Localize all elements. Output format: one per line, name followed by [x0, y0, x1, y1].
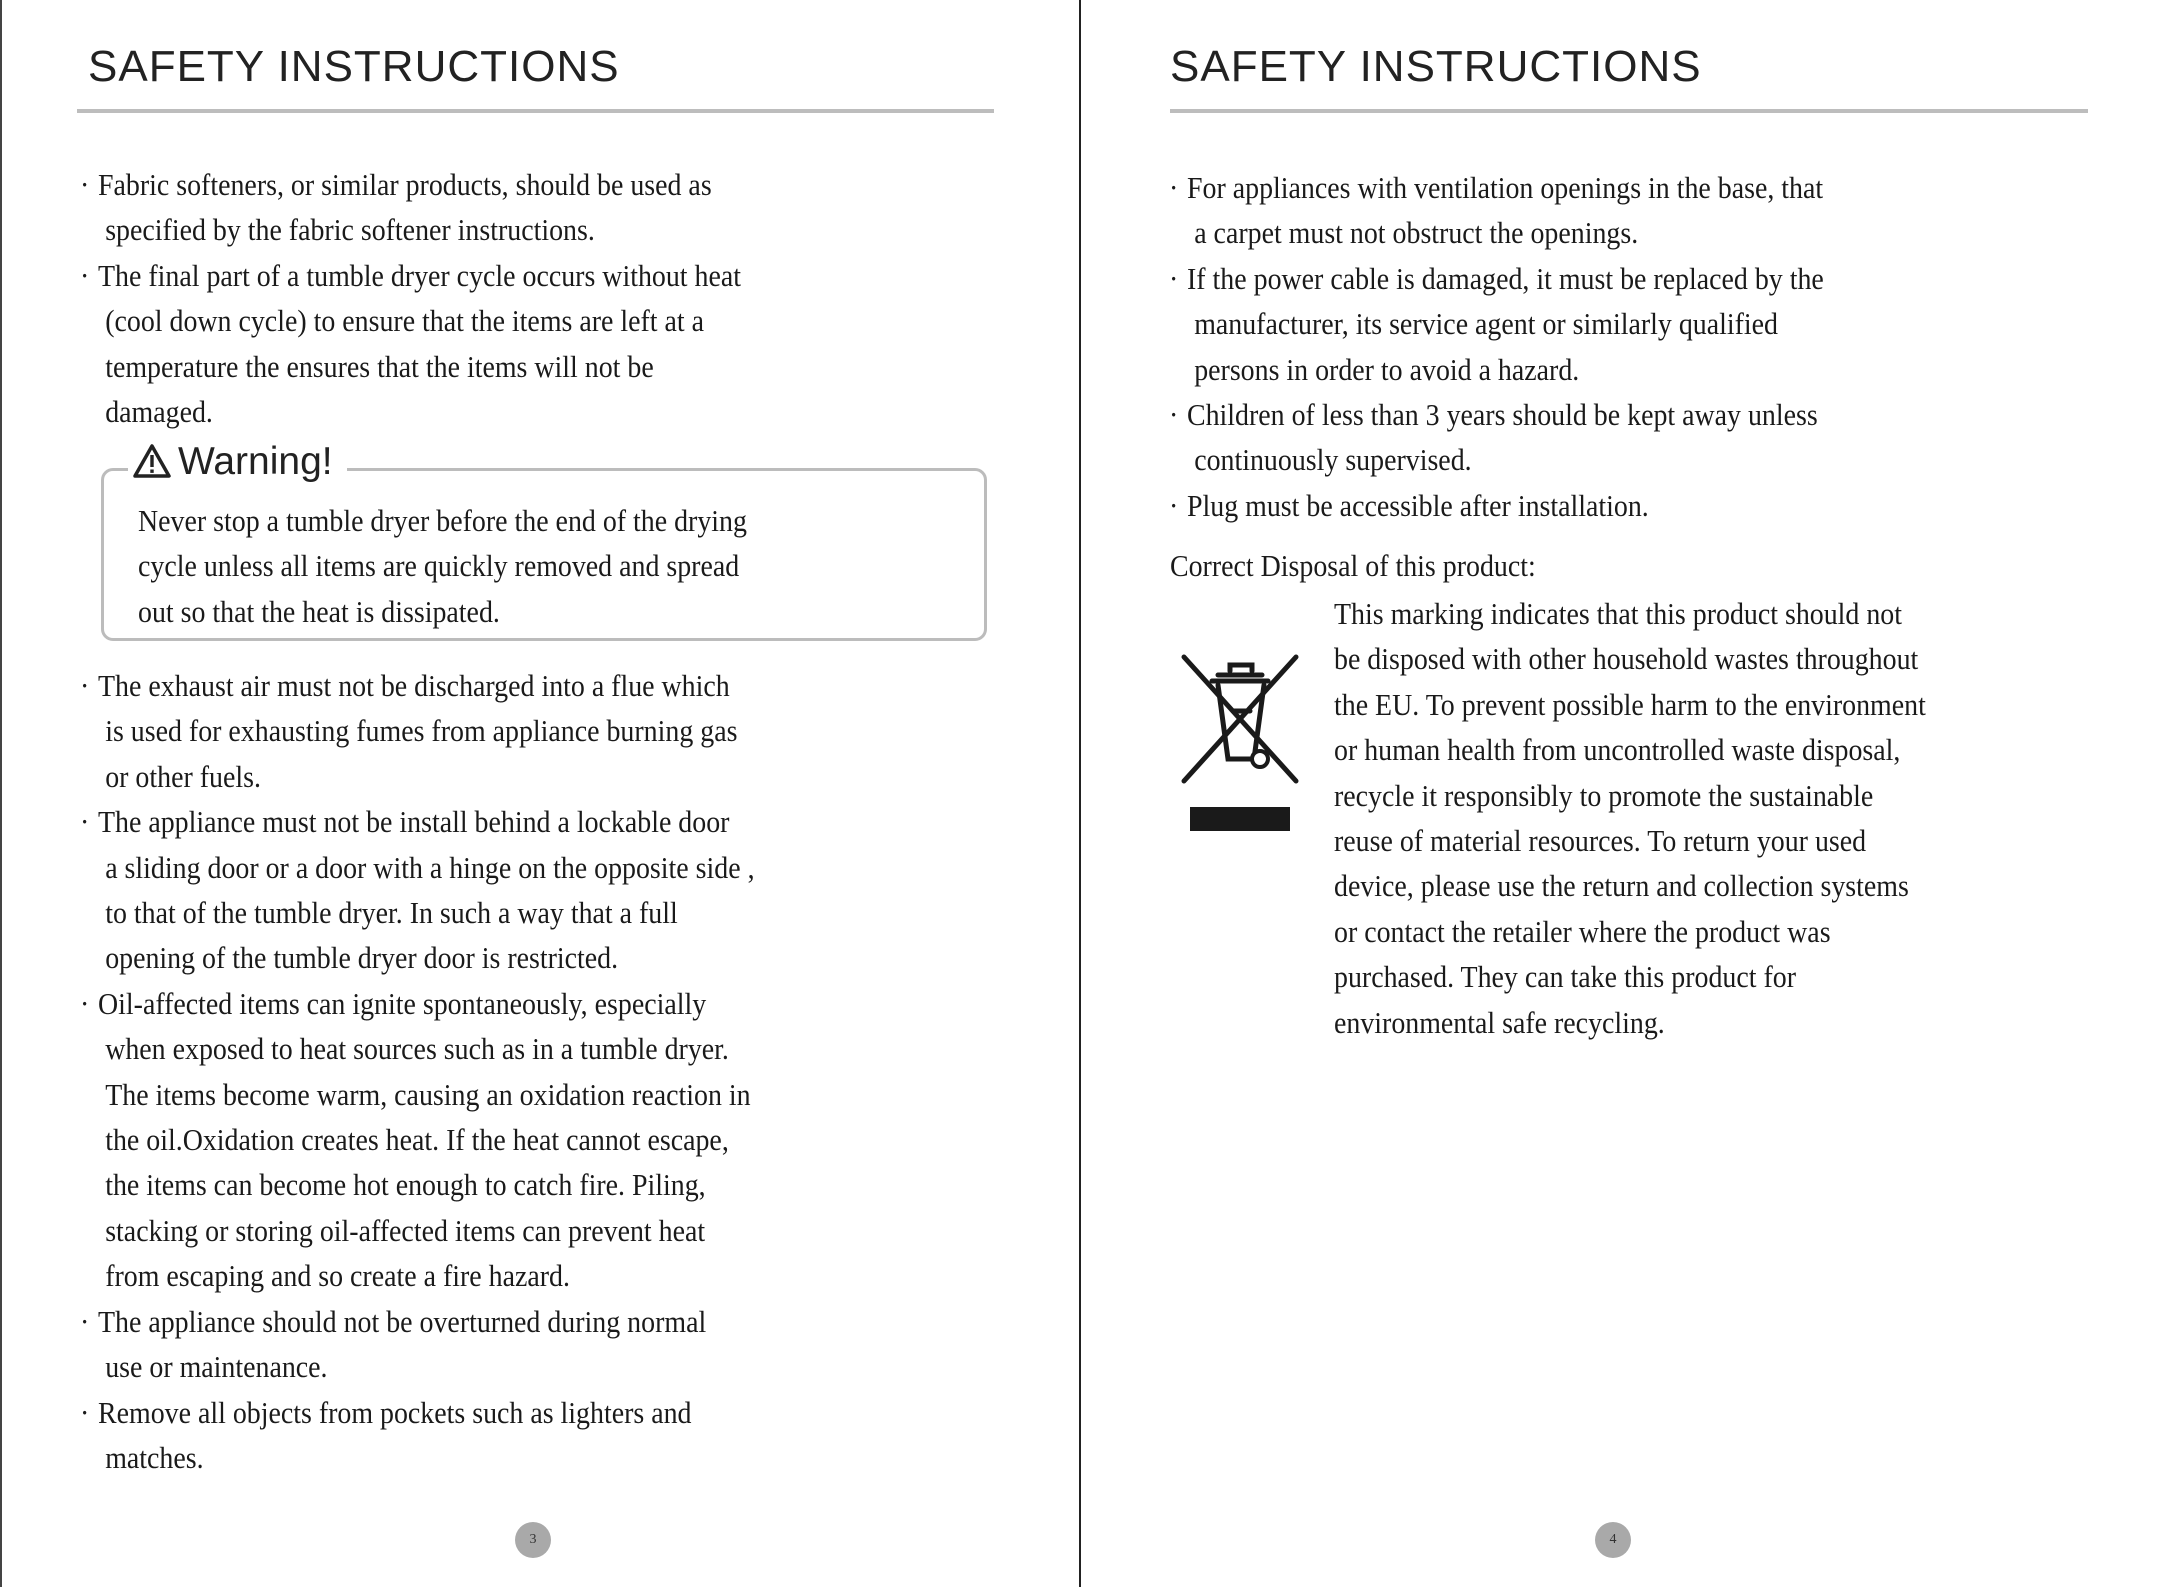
text-line: or human health from uncontrolled waste disposal,: [1334, 732, 1901, 768]
bullet: ·: [80, 668, 90, 703]
list-item-line: to that of the tumble dryer. In such a way that a full: [105, 895, 678, 931]
text-line: Never stop a tumble dryer before the end of the drying: [138, 503, 747, 538]
list-item-line: is used for exhausting fumes from appliance burning gas: [105, 713, 738, 749]
list-item-line: Oil-affected items can ignite spontaneously, especially: [98, 985, 707, 1021]
list-item-line: continuously supervised.: [1194, 442, 1472, 478]
text-line: purchased. They can take this product for: [1334, 959, 1797, 995]
list-item: [1169, 256, 1824, 392]
list-item: [80, 799, 755, 981]
list-item-line: (cool down cycle) to ensure that the items are left at a: [105, 303, 705, 339]
text-line: out so that the heat is dissipated.: [138, 593, 500, 629]
list-item-line: the items can become hot enough to catch fire. Piling,: [105, 1167, 706, 1203]
text-line: recycle it responsibly to promote the sustainable: [1334, 777, 1874, 813]
list-item: [80, 1390, 755, 1481]
list-item-line: Remove all objects from pockets such as lighters and: [98, 1394, 692, 1430]
list-item: [80, 1299, 755, 1390]
text-line: the EU. To prevent possible harm to the environment: [1334, 686, 1926, 722]
warning-title-text: Warning!: [178, 440, 333, 483]
disposal-heading: Correct Disposal of this product:: [1170, 548, 1536, 583]
list-item-line: Fabric softeners, or similar products, should be used as: [98, 167, 712, 202]
crossed-out-wheelie-bin-icon: [1178, 651, 1308, 836]
bullet: ·: [1169, 487, 1179, 523]
list-item: [1169, 165, 1824, 256]
bullet: ·: [80, 1303, 90, 1339]
list-item: [80, 981, 755, 1299]
list-item-line: damaged.: [105, 394, 213, 430]
text-line: cycle unless all items are quickly removed and spread: [138, 548, 740, 584]
bullet: ·: [80, 1394, 90, 1430]
warning-text: [138, 498, 747, 634]
heading-divider: [77, 109, 994, 113]
list-item-line: persons in order to avoid a hazard.: [1194, 351, 1580, 387]
list-item-line: The appliance must not be install behind a lockable door: [98, 804, 730, 840]
list-item-line: specified by the fabric softener instructions.: [105, 212, 595, 248]
warning-title: [128, 440, 347, 484]
list-item-line: manufacturer, its service agent or similarly qualified: [1194, 306, 1778, 342]
list-item-line: use or maintenance.: [105, 1349, 328, 1385]
list-item-line: or other fuels.: [105, 758, 261, 794]
list-item: [80, 162, 741, 253]
text-line: or contact the retailer where the product was: [1334, 913, 1831, 949]
list-item-line: matches.: [105, 1439, 204, 1475]
list-item-line: The items become warm, causing an oxidation reaction in: [105, 1076, 751, 1112]
list-item: [80, 253, 741, 435]
page-heading: SAFETY INSTRUCTIONS: [1170, 42, 1702, 91]
list-item-line: a carpet must not obstruct the openings.: [1194, 215, 1639, 251]
text-line: environmental safe recycling.: [1334, 1004, 1665, 1040]
bullet: ·: [80, 804, 90, 840]
list-item-line: stacking or storing oil-affected items can prevent heat: [105, 1212, 706, 1248]
list-item-line: If the power cable is damaged, it must be replaced by the: [1187, 260, 1824, 296]
safety-list: [1169, 165, 1824, 528]
bullet: ·: [1169, 170, 1179, 205]
disposal-paragraph: [1334, 591, 1926, 1045]
list-item-line: The exhaust air must not be discharged into a flue which: [98, 668, 730, 703]
list-item-line: when exposed to heat sources such as in a tumble dryer.: [105, 1031, 729, 1067]
list-item-line: a sliding door or a door with a hinge on the opposite side ,: [105, 849, 755, 885]
text-line: be disposed with other household wastes throughout: [1334, 641, 1919, 677]
bullet: ·: [80, 985, 90, 1021]
right-page: [1081, 0, 2162, 1587]
page-number: 4: [1595, 1522, 1631, 1558]
bullet: ·: [1169, 260, 1179, 296]
list-item-line: Children of less than 3 years should be kept away unless: [1187, 397, 1818, 433]
text-line: reuse of material resources. To return your used: [1334, 823, 1867, 859]
list-item: [1169, 392, 1824, 483]
list-item-line: The final part of a tumble dryer cycle occurs without heat: [98, 257, 742, 293]
safety-list-top: [80, 162, 741, 434]
list-item-line: the oil.Oxidation creates heat. If the heat cannot escape,: [105, 1122, 729, 1158]
bullet: ·: [80, 167, 90, 202]
warning-triangle-icon: [132, 443, 172, 479]
list-item-line: opening of the tumble dryer door is restricted.: [105, 940, 619, 976]
text-line: This marking indicates that this product should not: [1334, 596, 1903, 631]
heading-divider: [1170, 109, 2088, 113]
list-item-line: Plug must be accessible after installation.: [1187, 487, 1649, 523]
list-item-line: For appliances with ventilation openings in the base, that: [1187, 170, 1824, 205]
list-item-line: The appliance should not be overturned during normal: [98, 1303, 707, 1339]
text-line: device, please use the return and collection systems: [1334, 868, 1909, 904]
safety-list-bottom: [80, 663, 755, 1480]
list-item-line: from escaping and so create a fire hazard.: [105, 1258, 570, 1294]
list-item: [80, 663, 755, 799]
bullet: ·: [80, 257, 90, 293]
list-item: [1169, 483, 1824, 528]
page-number: 3: [515, 1522, 551, 1558]
page-heading: SAFETY INSTRUCTIONS: [88, 42, 620, 91]
list-item-line: temperature the ensures that the items will not be: [105, 348, 654, 384]
bullet: ·: [1169, 397, 1179, 433]
